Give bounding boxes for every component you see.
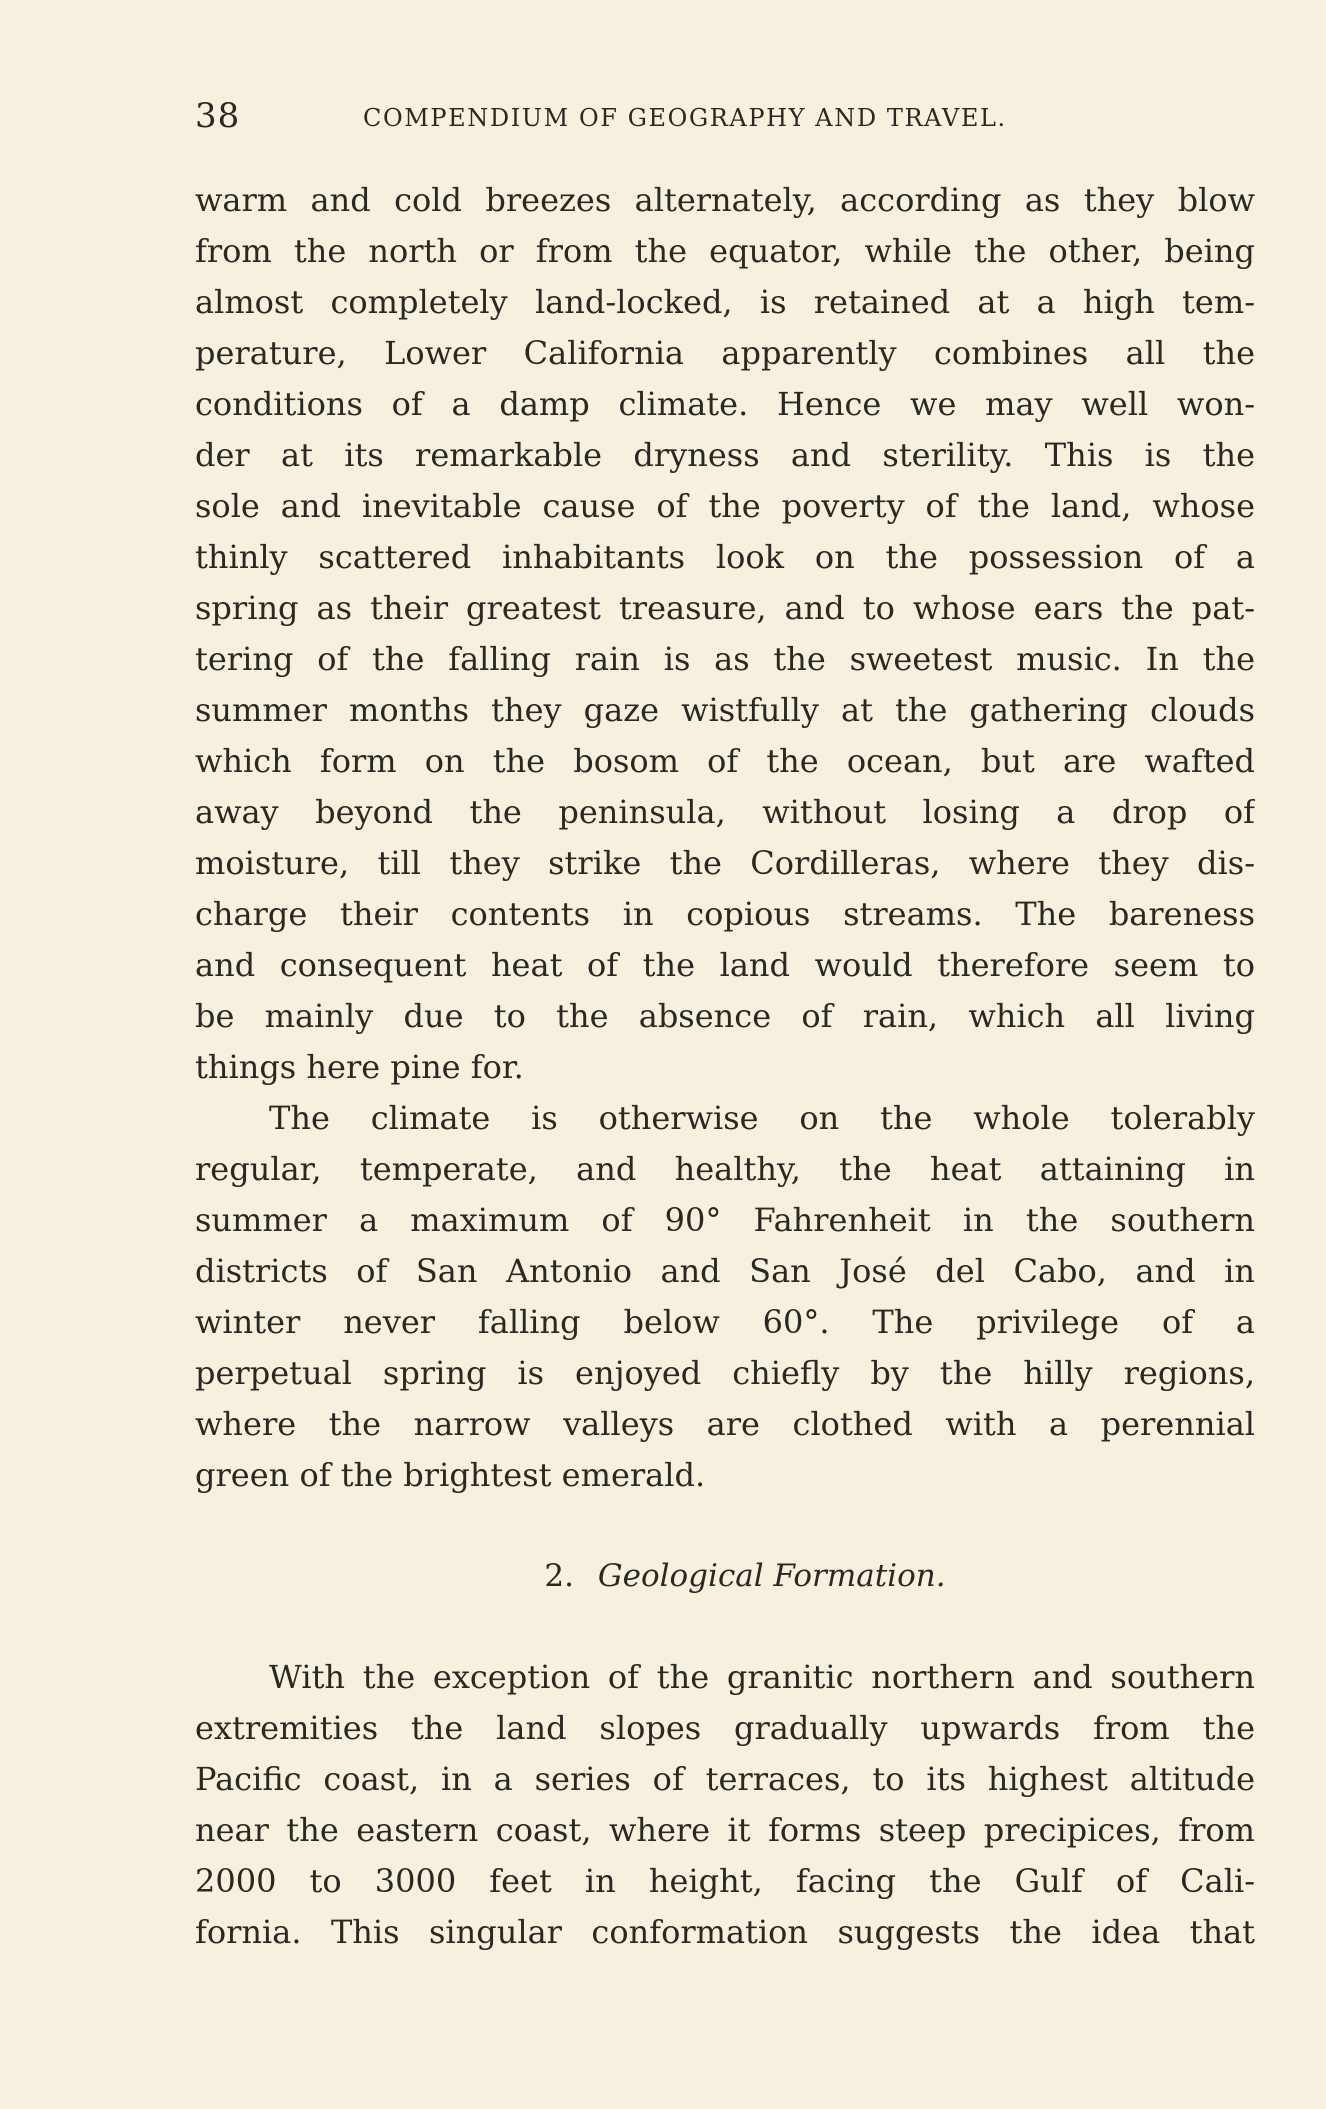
section-title: Geological Formation. xyxy=(597,1558,946,1594)
text-line: from the north or from the equator, while the other, being xyxy=(195,232,1255,270)
text-line: tering of the falling rain is as the sweetest music. In the xyxy=(195,640,1255,678)
text-line: away beyond the peninsula, without losing a drop of xyxy=(195,793,1255,831)
paragraph-climate xyxy=(195,1093,1255,1501)
text-line: almost completely land-locked, is retained at a high tem- xyxy=(195,283,1255,321)
text-line: be mainly due to the absence of rain, which all living xyxy=(195,997,1255,1035)
text-line: spring as their greatest treasure, and to whose ears the pat- xyxy=(195,589,1255,627)
text-line: districts of San Antonio and San José del Cabo, and in xyxy=(195,1252,1255,1290)
paragraph-geology xyxy=(195,1652,1255,1958)
text-line: charge their contents in copious streams. The bareness xyxy=(195,895,1255,933)
text-line: moisture, till they strike the Cordilleras, where they dis- xyxy=(195,844,1255,882)
text-line: perpetual spring is enjoyed chiefly by the hilly regions, xyxy=(195,1354,1255,1392)
text-line: conditions of a damp climate. Hence we may well won- xyxy=(195,385,1255,423)
text-line: sole and inevitable cause of the poverty of the land, whose xyxy=(195,487,1255,525)
text-line: 2000 to 3000 feet in height, facing the Gulf of Cali- xyxy=(195,1862,1255,1900)
page-header xyxy=(195,96,1255,146)
text-line: warm and cold breezes alternately, according as they blow xyxy=(195,181,1255,219)
text-line: extremities the land slopes gradually upwards from the xyxy=(195,1709,1255,1747)
text-line: Pacific coast, in a series of terraces, to its highest altitude xyxy=(195,1760,1255,1798)
body-text xyxy=(195,175,1255,1958)
text-line: where the narrow valleys are clothed with a perennial xyxy=(195,1405,1255,1443)
text-line: and consequent heat of the land would therefore seem to xyxy=(195,946,1255,984)
text-line: near the eastern coast, where it forms steep precipices, from xyxy=(195,1811,1255,1849)
paragraph-climate-continued xyxy=(195,175,1255,1093)
text-line: fornia. This singular conformation suggests the idea that xyxy=(195,1913,1255,1951)
text-line: things here pine for. xyxy=(195,1048,524,1086)
text-line: thinly scattered inhabitants look on the possession of a xyxy=(195,538,1255,576)
running-title: COMPENDIUM OF GEOGRAPHY AND TRAVEL. xyxy=(363,104,1007,132)
text-line: perature, Lower California apparently combines all the xyxy=(195,334,1255,372)
text-line: which form on the bosom of the ocean, but are wafted xyxy=(195,742,1255,780)
text-line: green of the brightest emerald. xyxy=(195,1456,706,1494)
text-line: With the exception of the granitic northern and southern xyxy=(269,1658,1255,1696)
text-line: winter never falling below 60°. The privilege of a xyxy=(195,1303,1255,1341)
text-line: der at its remarkable dryness and sterility. This is the xyxy=(195,436,1255,474)
text-line: summer a maximum of 90° Fahrenheit in the southern xyxy=(195,1201,1255,1239)
section-number: 2. xyxy=(544,1558,574,1594)
text-line: summer months they gaze wistfully at the gathering clouds xyxy=(195,691,1255,729)
page-number: 38 xyxy=(195,96,241,136)
section-heading xyxy=(195,1551,1255,1602)
text-line: The climate is otherwise on the whole tolerably xyxy=(269,1099,1255,1137)
text-line: regular, temperate, and healthy, the heat attaining in xyxy=(195,1150,1255,1188)
